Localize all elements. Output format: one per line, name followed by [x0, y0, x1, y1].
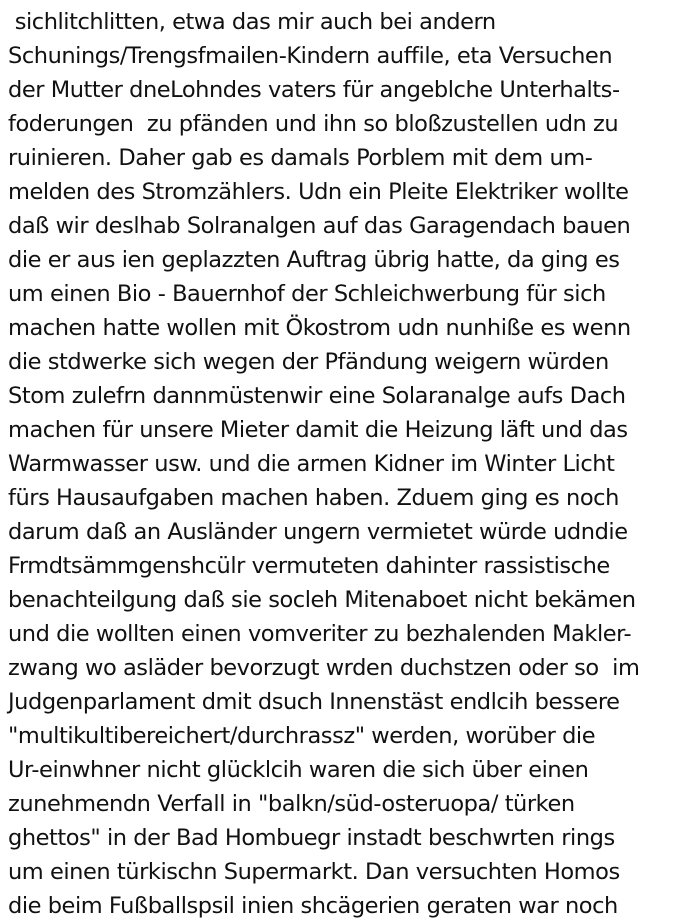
text-line-13: machen für unsere Mieter damit die Heizung läft und das [8, 417, 628, 443]
text-line-14: Warmwasser usw. und die armen Kidner im Winter Licht [8, 451, 615, 477]
text-line-8: die er aus ien geplazzten Auftrag übrig hatte, da ging es [8, 247, 620, 273]
text-line-2: Schunings/Trengsfmailen-Kindern auffile, eta Versuchen [8, 43, 613, 69]
text-line-9: um einen Bio - Bauernhof der Schleichwerbung für sich [8, 281, 606, 307]
text-line-15: fürs Hausaufgaben machen haben. Zduem ging es noch [8, 485, 619, 511]
text-line-20: zwang wo asläder bevorzugt wrden duchstzen oder so im [8, 655, 640, 681]
text-line-4: foderungen zu pfänden und ihn so bloßzustellen udn zu [8, 111, 619, 137]
text-line-23: Ur-einwhner nicht glücklcih waren die sich über einen [8, 757, 589, 783]
text-line-21: Judgenparlament dmit dsuch Innenstäst endlcih bessere [8, 689, 620, 715]
text-line-19: und die wollten einen vomveriter zu bezhalenden Makler- [8, 621, 632, 647]
text-line-16: darum daß an Ausländer ungern vermietet würde udndie [8, 519, 628, 545]
text-line-11: die stdwerke sich wegen der Pfändung weigern würden [8, 349, 609, 375]
text-line-24: zunehmendn Verfall in "balkn/süd-osteruopa/ türken [8, 791, 575, 817]
text-line-3: der Mutter dneLohndes vaters für angeblche Unterhalts- [8, 77, 620, 103]
text-line-10: machen hatte wollen mit Ökostrom udn nunhiße es wenn [8, 315, 631, 341]
text-line-22: "multikultibereichert/durchrassz" werden, worüber die [8, 723, 596, 749]
text-line-25: ghettos" in der Bad Hombuegr instadt beschwrten rings [8, 825, 615, 851]
text-line-26: um einen türkischn Supermarkt. Dan versuchten Homos [8, 859, 620, 885]
text-line-7: daß wir deslhab Solranalgen auf das Garagendach bauen [8, 213, 631, 239]
text-line-1: sichlitchlitten, etwa das mir auch bei andern [8, 9, 496, 35]
text-line-18: benachteilgung daß sie socleh Mitenaboet nicht bekämen [8, 587, 636, 613]
body-text [8, 5, 684, 920]
text-line-17: Frmdtsämmgenshcülr vermuteten dahinter rassistische [8, 553, 610, 579]
text-line-6: melden des Stromzählers. Udn ein Pleite Elektriker wollte [8, 179, 629, 205]
text-line-12: Stom zulefrn dannmüstenwir eine Solaranalge aufs Dach [8, 383, 626, 409]
text-line-5: ruinieren. Daher gab es damals Porblem mit dem um- [8, 145, 593, 171]
text-line-27: die beim Fußballspsil inien shcägerien geraten war noch [8, 893, 618, 919]
